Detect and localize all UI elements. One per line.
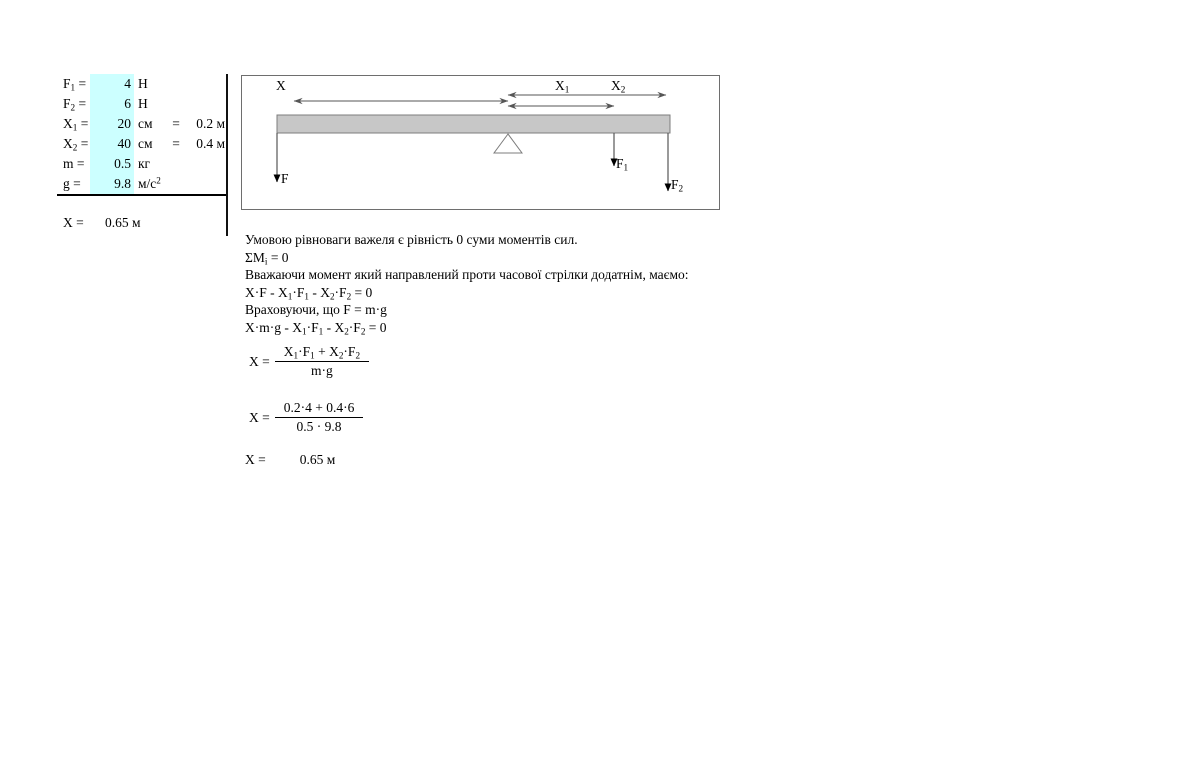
final-result-value: 0.65 м [299,452,336,467]
result-value: 0.65 м [105,215,141,230]
solution-line-3: Вважаючи момент який направлений проти часової стрілки додатнім, маємо: [245,267,689,282]
converted-value-x1: 0.2 м [196,116,225,131]
force-f2-label: $F_2$ [671,177,684,194]
solution-line-2: $\Sigma M_i = 0$ [245,249,289,267]
lever-diagram-frame [241,75,720,210]
final-result-label: X = [245,452,266,467]
unit-label-f2: Н [138,96,148,111]
x1-distance-label: $X_1$ [555,78,570,95]
fraction [275,344,369,379]
fraction-lhs: X = [249,353,270,369]
equals-sign [170,94,182,114]
x2-distance-label: $X_2$ [611,78,626,95]
equals-sign [170,154,182,174]
converted-value [182,74,225,94]
variable-label-x1: $X_1$ = [63,116,89,133]
final-result-row [245,452,335,468]
variable-label-g: g = [63,176,81,191]
table-right-border [226,74,228,236]
solution-line-4: $X\cdot F - X_1\cdot F_1 - X_2\cdot F_2 = 0$ [245,284,373,302]
solution-line-5: Враховуючи, що F = m·g [245,302,387,317]
input-cell-g[interactable]: 9.8 [90,174,134,194]
fraction-denominator: m·g [311,363,333,378]
numeric-fraction-formula [249,400,363,435]
table-row-f1 [63,74,225,94]
variable-label-f1: $F_1$ = [63,76,87,93]
lever-beam [277,115,670,133]
converted-value [182,174,225,194]
fraction-numerator: $X_1\cdot F_1 + X_2\cdot F_2$ [275,344,369,362]
fraction-numerator: 0.2·4 + 0.4·6 [275,400,364,418]
solution-line-1: Умовою рівноваги важеля є рівність 0 суми моментів сил. [245,232,578,247]
given-values-table [63,74,225,194]
variable-label-m: m = [63,156,85,171]
solution-line-6: $X\cdot m\cdot g - X_1\cdot F_1 - X_2\cdot F_2 = 0$ [245,319,387,337]
unit-label-f1: Н [138,76,148,91]
equals-sign [170,74,182,94]
table-row-x2 [63,134,225,154]
input-cell-f1[interactable]: 4 [90,74,134,94]
table-row-m [63,154,225,174]
fraction-lhs: X = [249,409,270,425]
converted-value-x2: 0.4 м [196,136,225,151]
unit-label-m: кг [138,156,151,171]
input-cell-m[interactable]: 0.5 [90,154,134,174]
table-row-f2 [63,94,225,114]
table-row-x1 [63,114,225,134]
unit-label-x1: см [138,116,153,131]
x-distance-label: X [276,78,286,93]
fraction [275,400,364,435]
symbolic-fraction-formula [249,344,369,379]
equals-sign: = [172,116,180,131]
converted-value [182,154,225,174]
table-result-row [63,213,141,233]
force-f1-label: $F_1$ [616,156,629,173]
input-cell-x1[interactable]: 20 [90,114,134,134]
force-f-label: F [281,171,289,186]
equals-sign: = [172,136,180,151]
table-underline [57,194,228,196]
unit-label-x2: см [138,136,153,151]
equals-sign [170,174,182,194]
variable-label-f2: $F_2$ = [63,96,87,113]
table-row-g [63,174,225,194]
result-label: X = [63,215,84,230]
unit-label-g: $м/с^2$ [138,175,161,191]
input-cell-f2[interactable]: 6 [90,94,134,114]
lever-diagram [242,76,719,209]
converted-value [182,94,225,114]
solution-text-block [245,231,688,336]
variable-label-x2: $X_2$ = [63,136,89,153]
fulcrum-triangle [494,134,522,153]
input-cell-x2[interactable]: 40 [90,134,134,154]
fraction-denominator: 0.5 · 9.8 [296,419,342,434]
